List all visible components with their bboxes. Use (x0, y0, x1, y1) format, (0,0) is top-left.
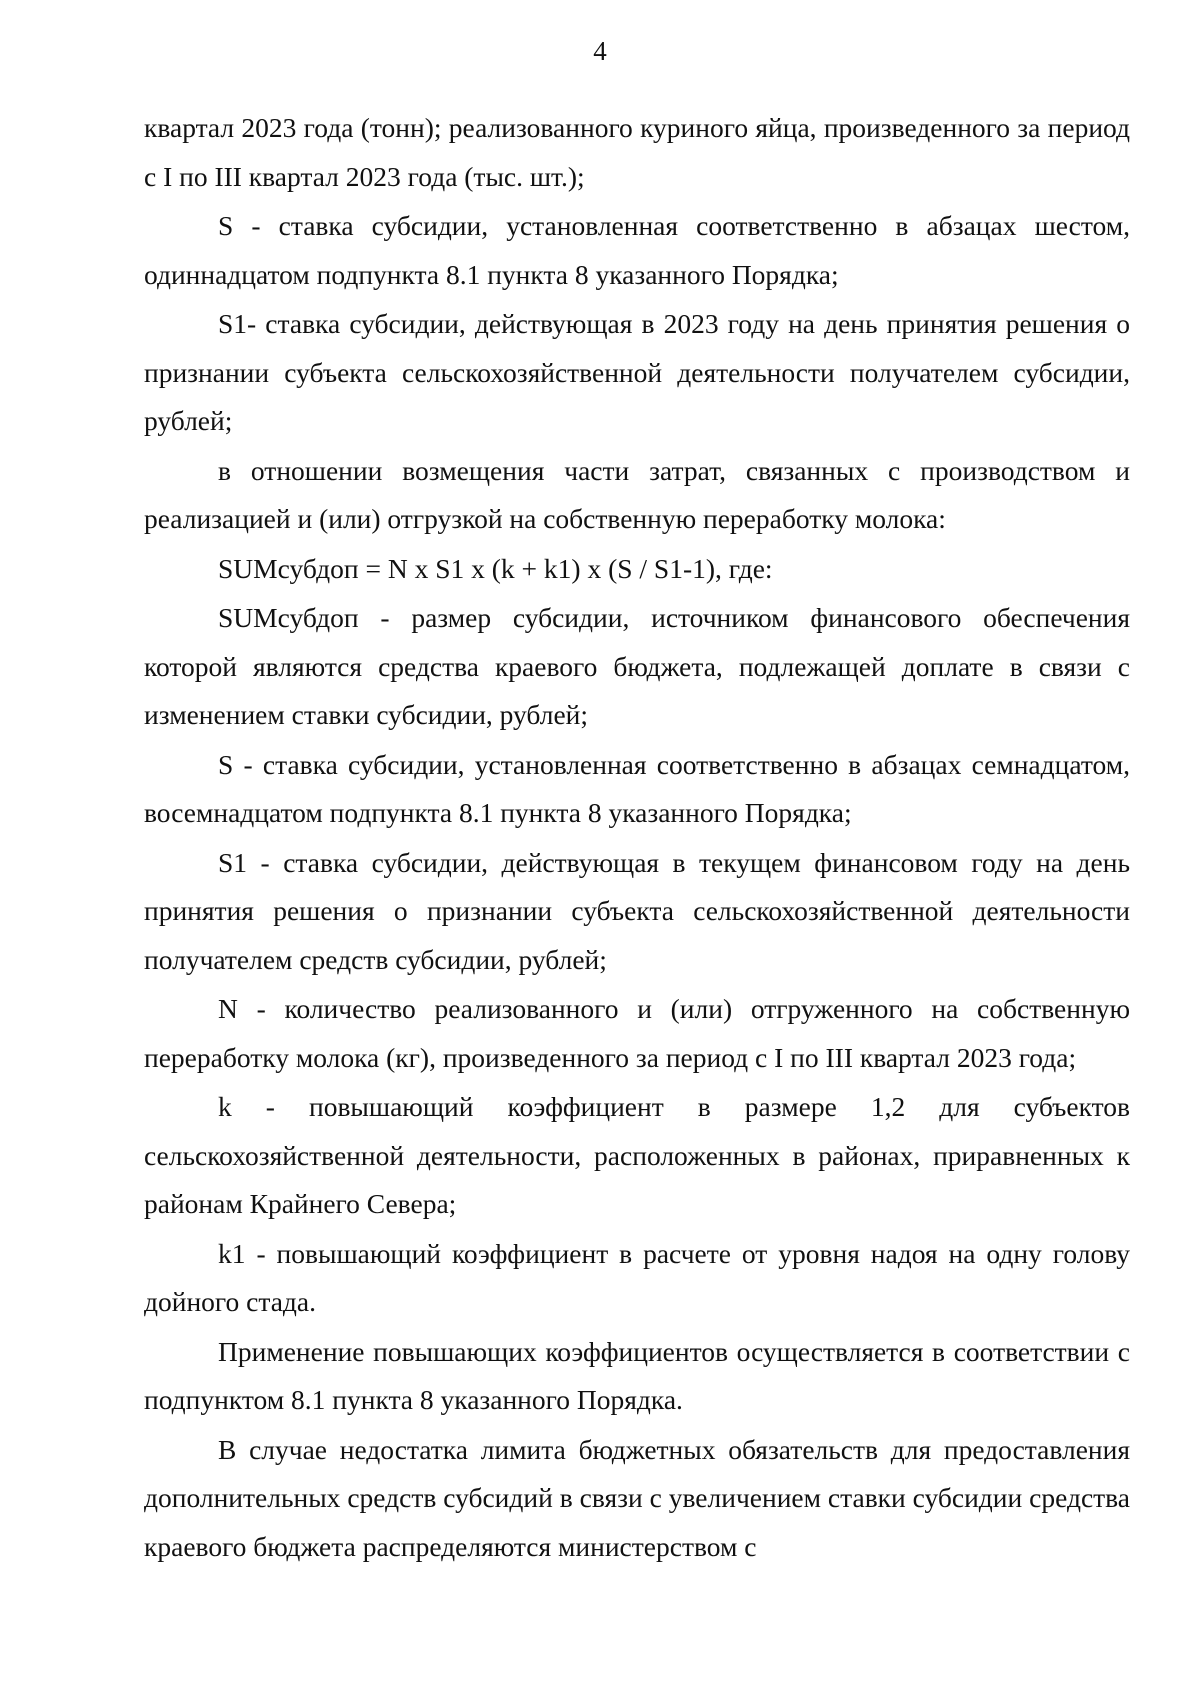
paragraph-definition-k: k - повышающий коэффициент в размере 1,2 для субъектов сельскохозяйственной деятельности, расположенных в районах, приравненных к районам Крайнего Севера; (144, 1091, 1130, 1219)
page-number: 4 (593, 36, 607, 66)
paragraph-definition-s1-milk: S1 - ставка субсидии, действующая в текущем финансовом году на день принятия решения о признании субъекта сельскохозяйственной деятельности получателем средств субсидии, рублей; (144, 846, 1130, 975)
paragraph-milk-intro: в отношении возмещения части затрат, связанных с производством и реализацией и (или) отгрузкой на собственную переработку молока: (144, 454, 1130, 534)
paragraph-definition-s1: S1- ставка субсидии, действующая в 2023 году на день принятия решения о признании субъекта сельскохозяйственной деятельности получателем субсидии, рублей; (144, 308, 1130, 436)
paragraph-definition-n: N - количество реализованного и (или) отгруженного на собственную переработку молока (кг), произведенного за период с I по III квартал 2023 года; (144, 993, 1130, 1073)
paragraph-definition-k1: k1 - повышающий коэффициент в расчете от уровня надоя на одну голову дойного стада. (144, 1237, 1130, 1317)
paragraph-definition-s: S - ставка субсидии, установленная соответственно в абзацах шестом, одиннадцатом подпункта 8.1 пункта 8 указанного Порядка; (144, 210, 1130, 290)
paragraph-formula: SUMсубдоп = N x S1 x (k + k1) x (S / S1-1), где: (218, 552, 773, 584)
paragraph-definition-sumsubdop: SUMсубдоп - размер субсидии, источником финансового обеспечения которой являются средства краевого бюджета, подлежащей доплате в связи с изменением ставки субсидии, рублей; (144, 602, 1130, 730)
paragraph-limit-shortage: В случае недостатка лимита бюджетных обязательств для предоставления дополнительных средств субсидий в связи с увеличением ставки субсидии средства краевого бюджета распределяются министерством с (144, 1433, 1130, 1562)
body-text (144, 104, 1130, 1571)
paragraph-continuation: квартал 2023 года (тонн); реализованного куриного яйца, произведенного за период с I по III квартал 2023 года (тыс. шт.); (144, 112, 1130, 192)
paragraph-coefficients: Применение повышающих коэффициентов осуществляется в соответствии с подпунктом 8.1 пункта 8 указанного Порядка. (144, 1335, 1130, 1415)
paragraph-definition-s-milk: S - ставка субсидии, установленная соответственно в абзацах семнадцатом, восемнадцатом подпункта 8.1 пункта 8 указанного Порядка; (144, 748, 1130, 828)
